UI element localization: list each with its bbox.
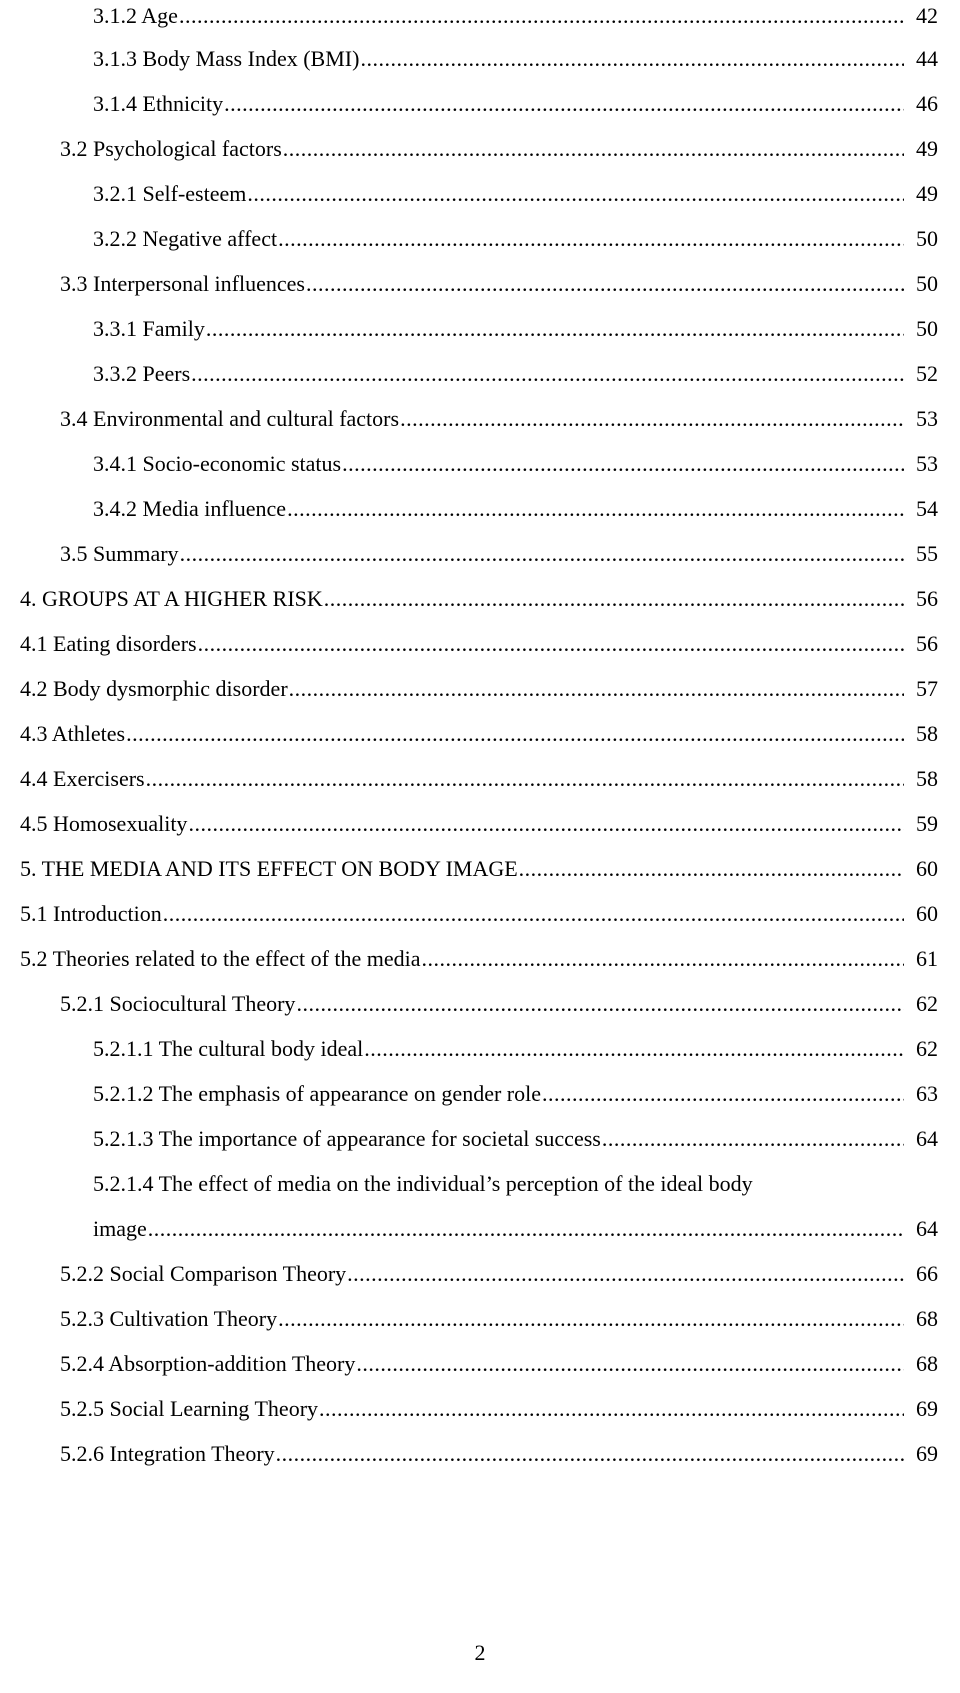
toc-entry [0, 1161, 960, 1207]
toc-entry-page: 66 [916, 1261, 938, 1286]
toc-leader-dots [247, 171, 904, 217]
toc-leader-dots [180, 531, 904, 577]
toc-leader-dots [602, 1116, 904, 1162]
toc-entry-page: 56 [916, 631, 938, 656]
page-number: 2 [474, 1640, 486, 1665]
toc-entry [0, 1026, 960, 1072]
toc-entry-title: 3.4 Environmental and cultural factors [60, 406, 400, 431]
toc-entry [0, 351, 960, 397]
toc-leader-dots [319, 1386, 904, 1432]
toc-entry-title-continuation: image [93, 1216, 147, 1241]
toc-entry [0, 171, 960, 217]
toc-entry-title: 3.1.2 Age [93, 3, 178, 28]
toc-entry [0, 306, 960, 352]
toc-entry-title: 3.1.4 Ethnicity [93, 91, 224, 116]
toc-entry-title: 3.2 Psychological factors [60, 136, 282, 161]
toc-entry [0, 531, 960, 577]
toc-entry-page: 64 [916, 1126, 938, 1151]
toc-entry-page: 52 [916, 361, 938, 386]
toc-entry [0, 1431, 960, 1477]
toc-leader-dots [347, 1251, 904, 1297]
toc-entry-title: 3.1.3 Body Mass Index (BMI) [93, 46, 360, 71]
toc-entry-title: 4.1 Eating disorders [20, 631, 197, 656]
toc-leader-dots [283, 126, 904, 172]
toc-entry-title: 5.2.1 Sociocultural Theory [60, 991, 296, 1016]
toc-entry-title: 5.2 Theories related to the effect of the media [20, 946, 421, 971]
toc-entry-title: 5. THE MEDIA AND ITS EFFECT ON BODY IMAGE [20, 856, 518, 881]
toc-leader-dots [163, 891, 904, 937]
toc-leader-dots [278, 1296, 904, 1342]
toc-entry-title: 4.3 Athletes [20, 721, 126, 746]
toc-entry-page: 60 [916, 901, 938, 926]
toc-entry-title: 3.3.2 Peers [93, 361, 191, 386]
toc-entry-page: 50 [916, 271, 938, 296]
toc-entry-continuation [0, 1206, 960, 1252]
toc-entry-page: 63 [916, 1081, 938, 1106]
toc-entry-title: 3.3 Interpersonal influences [60, 271, 305, 296]
toc-entry-page: 44 [916, 46, 938, 71]
toc-entry-page: 64 [916, 1216, 938, 1241]
toc-entry [0, 486, 960, 532]
toc-entry-title: 5.1 Introduction [20, 901, 162, 926]
toc-entry [0, 396, 960, 442]
toc-leader-dots [179, 0, 904, 39]
toc-entry [0, 81, 960, 127]
toc-leader-dots [356, 1341, 904, 1387]
toc-leader-dots [422, 936, 904, 982]
toc-leader-dots [287, 486, 904, 532]
toc-entry [0, 441, 960, 487]
toc-leader-dots [289, 666, 904, 712]
toc-entry-page: 49 [916, 181, 938, 206]
toc-entry [0, 1386, 960, 1432]
toc-leader-dots [198, 621, 904, 667]
toc-leader-dots [148, 1206, 904, 1252]
toc-entry-title: 4. GROUPS AT A HIGHER RISK [20, 586, 323, 611]
toc-entry [0, 801, 960, 847]
toc-entry-title: 5.2.5 Social Learning Theory [60, 1396, 319, 1421]
toc-entry-title: 4.4 Exercisers [20, 766, 145, 791]
toc-entry-title: 5.2.3 Cultivation Theory [60, 1306, 278, 1331]
toc-entry-page: 62 [916, 991, 938, 1016]
toc-entry-title: 3.5 Summary [60, 541, 179, 566]
toc-entry-page: 50 [916, 226, 938, 251]
toc-leader-dots [191, 351, 904, 397]
toc-leader-dots [276, 1431, 904, 1477]
toc-entry-title: 5.2.1.3 The importance of appearance for societal success [93, 1126, 601, 1151]
toc-leader-dots [400, 396, 904, 442]
toc-leader-dots [364, 1026, 904, 1072]
toc-entry-page: 69 [916, 1396, 938, 1421]
toc-entry-page: 68 [916, 1351, 938, 1376]
toc-leader-dots [224, 81, 904, 127]
toc-entry [0, 711, 960, 757]
toc-entry-page: 59 [916, 811, 938, 836]
toc-leader-dots [519, 846, 904, 892]
toc-entry-page: 68 [916, 1306, 938, 1331]
toc-entry-page: 46 [916, 91, 938, 116]
toc-entry-page: 53 [916, 406, 938, 431]
toc-entry-title: 3.2.2 Negative affect [93, 226, 278, 251]
toc-entry-title: 5.2.4 Absorption-addition Theory [60, 1351, 356, 1376]
toc-entry [0, 621, 960, 667]
toc-leader-dots [146, 756, 904, 802]
toc-leader-dots [206, 306, 904, 352]
toc-leader-dots [542, 1071, 904, 1117]
toc-entry-page: 42 [916, 3, 938, 28]
toc-entry-page: 69 [916, 1441, 938, 1466]
toc-leader-dots [360, 36, 904, 82]
toc-entry-page: 55 [916, 541, 938, 566]
toc-entry [0, 1296, 960, 1342]
toc-leader-dots [188, 801, 904, 847]
toc-entry-title: 5.2.1.1 The cultural body ideal [93, 1036, 364, 1061]
toc-entry-page: 57 [916, 676, 938, 701]
toc-entry-page: 53 [916, 451, 938, 476]
toc-entry [0, 981, 960, 1027]
toc-entry [0, 1116, 960, 1162]
toc-entry-page: 62 [916, 1036, 938, 1061]
toc-entry-title: 3.4.2 Media influence [93, 496, 287, 521]
toc-entry-title: 5.2.6 Integration Theory [60, 1441, 275, 1466]
toc-entry [0, 576, 960, 622]
toc-entry-title: 4.2 Body dysmorphic disorder [20, 676, 288, 701]
toc-entry-page: 49 [916, 136, 938, 161]
toc-entry [0, 261, 960, 307]
toc-entry-page: 60 [916, 856, 938, 881]
toc-leader-dots [324, 576, 904, 622]
toc-leader-dots [278, 216, 904, 262]
toc-entry-title: 5.2.2 Social Comparison Theory [60, 1261, 347, 1286]
toc-entry [0, 1251, 960, 1297]
toc-entry [0, 1071, 960, 1117]
toc-entry-title: 5.2.1.2 The emphasis of appearance on gender role [93, 1081, 541, 1106]
toc-entry-title: 3.4.1 Socio-economic status [93, 451, 342, 476]
toc-entry-page: 58 [916, 721, 938, 746]
toc-entry [0, 36, 960, 82]
toc-leader-dots [296, 981, 904, 1027]
toc-entry-page: 58 [916, 766, 938, 791]
toc-leader-dots [342, 441, 904, 487]
toc-entry [0, 1341, 960, 1387]
toc-entry-title: 5.2.1.4 The effect of media on the individual’s perception of the ideal body [93, 1171, 753, 1196]
toc-entry [0, 891, 960, 937]
toc-entry [0, 846, 960, 892]
toc-entry [0, 216, 960, 262]
toc-entry [0, 126, 960, 172]
toc-entry-page: 61 [916, 946, 938, 971]
toc-entry-title: 4.5 Homosexuality [20, 811, 188, 836]
toc-entry-page: 50 [916, 316, 938, 341]
toc-entry-page: 54 [916, 496, 938, 521]
toc-entry [0, 936, 960, 982]
toc-entry [0, 0, 960, 39]
toc-entry-page: 56 [916, 586, 938, 611]
toc-entry-title: 3.2.1 Self-esteem [93, 181, 247, 206]
toc-entry-title: 3.3.1 Family [93, 316, 205, 341]
toc-leader-dots [306, 261, 904, 307]
toc-entry [0, 756, 960, 802]
toc-entry [0, 666, 960, 712]
toc-leader-dots [126, 711, 904, 757]
